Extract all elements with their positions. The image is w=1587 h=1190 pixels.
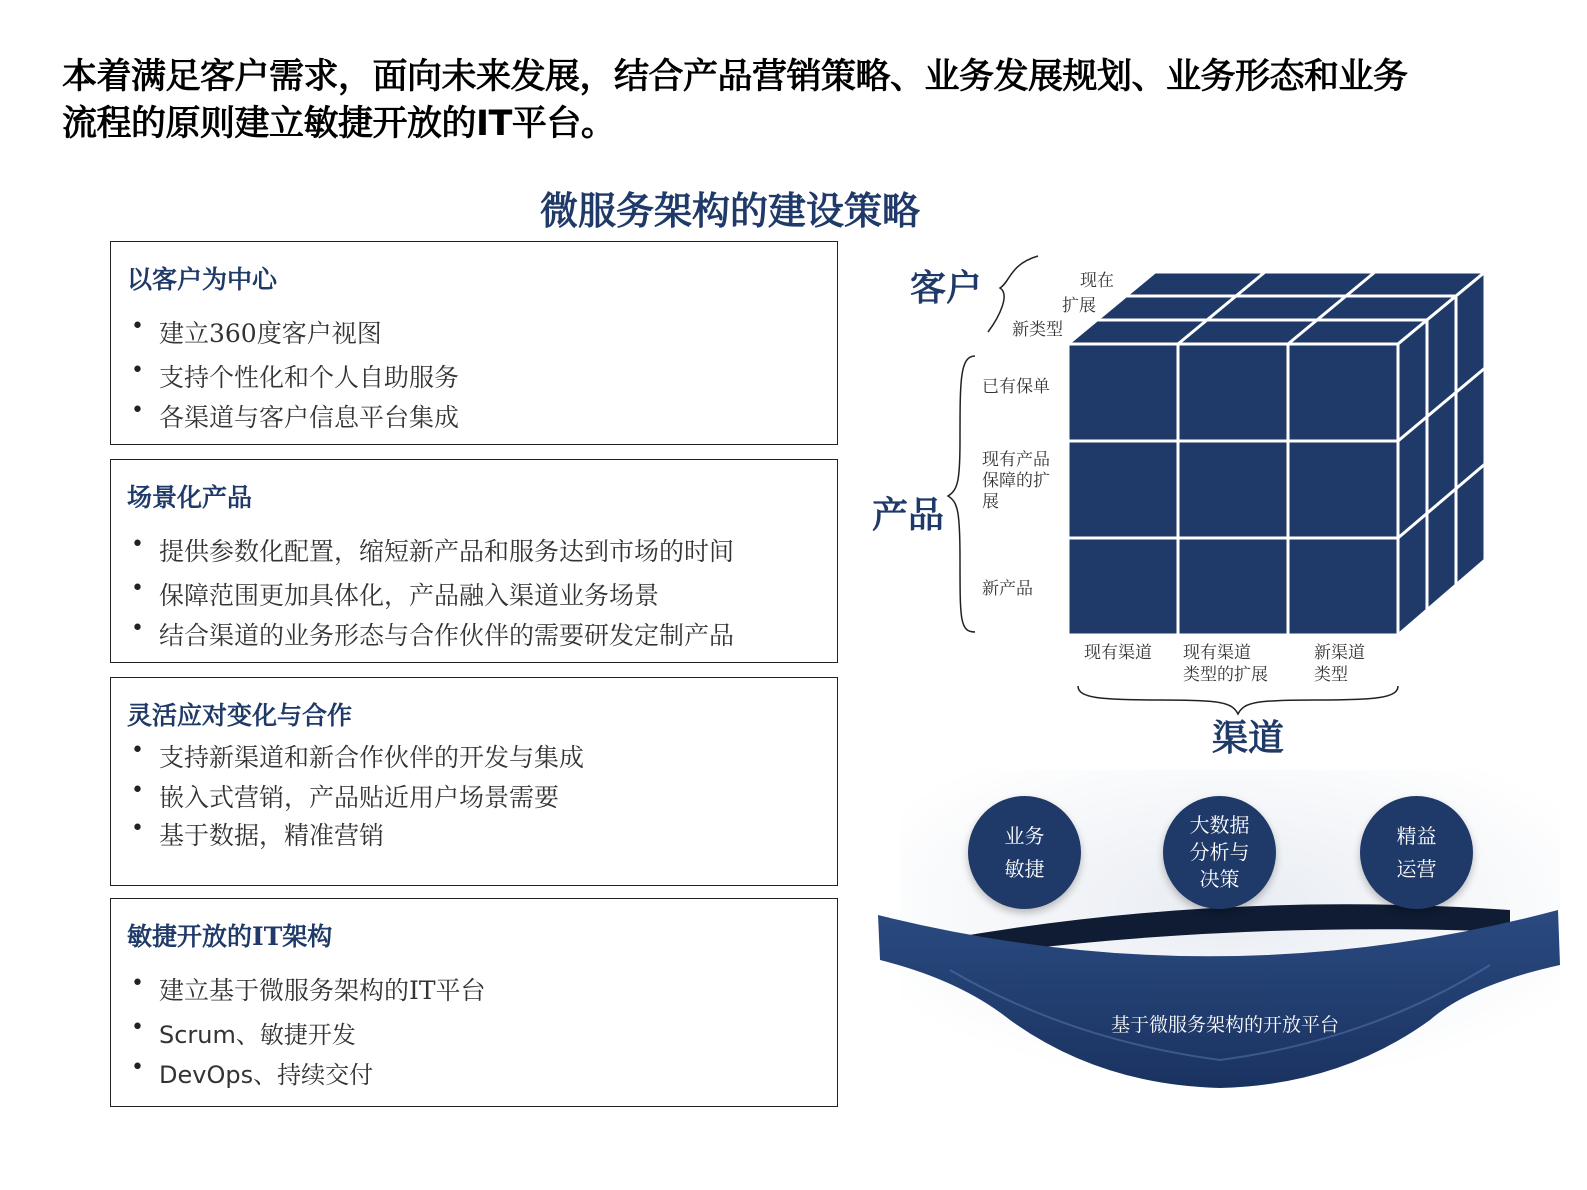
bullet-list [127, 314, 827, 438]
list-item: • 嵌入式营销，产品贴近用户场景需要 [131, 778, 560, 812]
panel-customer-centric [110, 241, 838, 445]
big-data-circle: 大数据 分析与 决策 [1163, 796, 1276, 909]
list-item: • 支持个性化和个人自助服务 [131, 358, 460, 392]
headline-line-2: 流程的原则建立敏捷开放的IT平台。 [62, 104, 616, 144]
channel-level-label: 类型 [1314, 665, 1348, 685]
list-item: • 建立基于微服务架构的IT平台 [131, 971, 486, 1005]
list-item: • 建立360度客户视图 [131, 314, 382, 348]
panel-agile-cooperation [110, 677, 838, 886]
list-item: • 基于数据，精准营销 [131, 816, 385, 850]
customer-level-label: 现在 [1080, 271, 1114, 291]
product-level-label: 已有保单 [982, 377, 1050, 397]
panel-agile-it-architecture [110, 898, 838, 1107]
platform-label: 基于微服务架构的开放平台 [1110, 1014, 1339, 1036]
bullet-list [127, 971, 827, 1095]
channel-level-label: 新渠道 [1314, 643, 1365, 663]
product-brace [948, 356, 975, 632]
bullet-list [127, 738, 827, 854]
list-item: • DevOps、持续交付 [131, 1055, 374, 1089]
list-item: • Scrum、敏捷开发 [131, 1015, 356, 1049]
headline [62, 54, 1522, 148]
channel-level-label: 现有渠道 [1084, 643, 1152, 663]
panel-heading: 敏捷开放的IT架构 [127, 922, 333, 951]
product-level-label: 保障的扩 [982, 471, 1050, 491]
customer-axis-label: 客户 [910, 267, 983, 309]
customer-level-label: 扩展 [1062, 296, 1096, 316]
customer-level-label: 新类型 [1012, 320, 1063, 340]
list-item: • 支持新渠道和新合作伙伴的开发与集成 [131, 738, 585, 772]
channel-level-label: 类型的扩展 [1183, 665, 1268, 685]
panel-scenario-product [110, 459, 838, 663]
section-title: 微服务架构的建设策略 [539, 188, 920, 233]
lean-operation-circle: 精益 运营 [1360, 796, 1473, 909]
product-level-label: 展 [982, 492, 999, 512]
cube-diagram [860, 240, 1500, 740]
list-item: • 各渠道与客户信息平台集成 [131, 398, 460, 432]
agile-business-circle: 业务 敏捷 [968, 796, 1081, 909]
channel-axis-label: 渠道 [1212, 717, 1285, 759]
product-level-label: 现有产品 [982, 450, 1050, 470]
list-item: • 提供参数化配置，缩短新产品和服务达到市场的时间 [131, 532, 735, 566]
channel-level-label: 现有渠道 [1183, 643, 1251, 663]
headline-line-1: 本着满足客户需求，面向未来发展，结合产品营销策略、业务发展规划、业务形态和业务 [62, 57, 1408, 97]
list-item: • 结合渠道的业务形态与合作伙伴的需要研发定制产品 [131, 616, 735, 650]
cube-front-face [1068, 344, 1398, 635]
panel-heading: 以客户为中心 [127, 265, 278, 294]
panel-heading: 灵活应对变化与合作 [127, 701, 353, 730]
product-level-label: 新产品 [982, 579, 1033, 599]
product-axis-label: 产品 [872, 494, 945, 536]
panel-heading: 场景化产品 [127, 483, 253, 512]
list-item: • 保障范围更加具体化，产品融入渠道业务场景 [131, 576, 660, 610]
bullet-list [127, 532, 827, 656]
